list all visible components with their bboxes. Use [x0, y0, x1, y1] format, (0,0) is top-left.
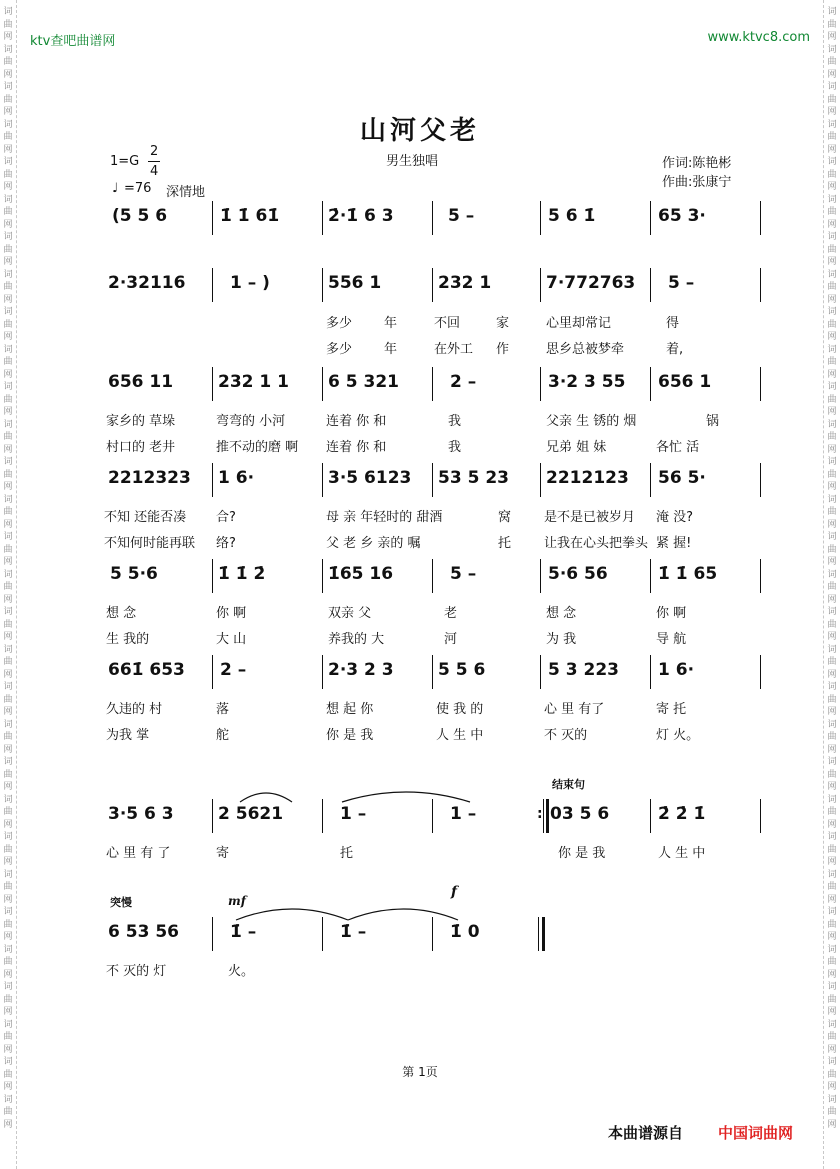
measure-notes: 7·772763: [546, 273, 636, 293]
page-number: 第 1页: [402, 1065, 438, 1079]
bar-line: [212, 201, 213, 235]
measure-notes: 1 6·: [218, 468, 255, 488]
time-signature-top: 2: [150, 144, 159, 159]
measure-notes: 1̇ –: [230, 922, 257, 942]
measure-notes: 5 –: [668, 273, 695, 293]
lyric: 托: [498, 536, 512, 551]
key-signature: 1=G: [110, 154, 140, 169]
measure-notes: 232 1: [438, 273, 492, 293]
lyric: 母 亲 年轻时的 甜酒: [326, 510, 443, 525]
measure-notes: 3·2 3 55: [548, 372, 626, 392]
final-bar-thick: [542, 917, 545, 951]
bar-line: [650, 268, 651, 302]
lyric: 作: [496, 342, 510, 357]
site-url-right[interactable]: www.ktvc8.com: [707, 30, 810, 45]
lyric: 想 念: [106, 606, 137, 621]
measure-notes: 5·6 56: [548, 564, 608, 584]
measure-notes: 1̇ 0: [450, 922, 480, 942]
lyric: 家乡的 草垛: [106, 414, 176, 429]
lyric: 思乡总被梦牵: [546, 342, 625, 357]
measure-notes: 1̇ 1̇ 61̇: [220, 206, 280, 226]
tie-arc: [232, 898, 462, 924]
lyric: 是不是已被岁月: [544, 510, 636, 525]
bar-line: [650, 201, 651, 235]
lyric: 让我在心头把拳头: [544, 536, 649, 551]
bar-line: [760, 201, 761, 235]
bar-line: [432, 559, 433, 593]
bar-line: [322, 463, 323, 497]
bar-line: [760, 799, 761, 833]
lyric: 导 航: [656, 632, 687, 647]
bar-line: [432, 799, 433, 833]
source-label: 本曲谱源自: [608, 1124, 684, 1142]
lyric: 年: [384, 342, 398, 357]
lyric: 你 啊: [216, 606, 247, 621]
lyric: 得: [666, 316, 680, 331]
measure-notes: 2̇ 2̇ 1̇: [658, 804, 706, 824]
bar-line: [322, 268, 323, 302]
measure-notes: 1 – ): [230, 273, 270, 293]
lyric: 灯 火。: [656, 728, 700, 743]
bar-line: [432, 268, 433, 302]
lyric: 双亲 父: [328, 606, 372, 621]
measure-notes: 3·5 6 3: [108, 804, 174, 824]
bar-line: [760, 655, 761, 689]
lyric: 锅: [706, 414, 720, 429]
lyricist: 作词:陈艳彬: [662, 156, 732, 171]
lyric: 你 啊: [656, 606, 687, 621]
measure-notes: 2 –: [450, 372, 477, 392]
lyric: 我: [448, 440, 462, 455]
time-signature-divider: [148, 161, 160, 162]
measure-notes: 1̇65 16: [328, 564, 394, 584]
bar-line: [760, 367, 761, 401]
lyric: 想 念: [546, 606, 577, 621]
measure-notes: 2212123: [546, 468, 629, 488]
lyric: 家: [496, 316, 510, 331]
repeat-bar-thick: [546, 799, 549, 833]
measure-notes: 5 6 1̇: [548, 206, 596, 226]
lyric: 兄弟 姐 妹: [546, 440, 607, 455]
lyric: 村口的 老井: [106, 440, 176, 455]
measure-notes: 556 1: [328, 273, 382, 293]
lyric: 人 生 中: [658, 846, 706, 861]
ending-phrase-marker: 结束句: [552, 778, 585, 791]
lyric: 着,: [666, 342, 684, 357]
quarter-note-icon: ♩: [112, 181, 119, 196]
bar-line: [432, 463, 433, 497]
lyric: 在外工: [434, 342, 474, 357]
bar-line: [540, 201, 541, 235]
bar-line: [212, 367, 213, 401]
lyric: 河: [444, 632, 458, 647]
bar-line: [322, 559, 323, 593]
left-watermark-strip: [0, 0, 17, 1169]
measure-notes: 656 11: [108, 372, 174, 392]
final-bar-thin: [538, 917, 539, 951]
slowdown-marker: 突慢: [110, 896, 132, 909]
measure-notes: 2̇·1̇ 6 3: [328, 206, 394, 226]
bar-line: [432, 917, 433, 951]
dynamic-f: f: [451, 884, 458, 900]
measure-notes: 5 5 6: [438, 660, 486, 680]
lyric: 不 灭的: [544, 728, 588, 743]
tempo-mood: 深情地: [166, 185, 206, 200]
time-signature-bottom: 4: [150, 164, 159, 179]
bar-line: [760, 463, 761, 497]
right-watermark-text: 词曲网词曲网词曲网词曲网词曲网词曲网词曲网词曲网词曲网词曲网词曲网词曲网词曲网词曲网词曲网词曲网词曲网词曲网词曲网词曲网词曲网词曲网词曲网词曲网词曲网词曲网词曲网词曲网词曲网词曲网: [827, 7, 837, 1130]
lyric: 心里却常记: [546, 316, 612, 331]
measure-notes: 232 1 1: [218, 372, 289, 392]
lyric: 不回: [434, 316, 461, 331]
lyric: 寄 托: [656, 702, 687, 717]
bar-line: [212, 268, 213, 302]
lyric: 生 我的: [106, 632, 150, 647]
lyric: 落: [216, 702, 230, 717]
lyric: 舵: [216, 728, 230, 743]
repeat-bar-thin: [543, 799, 544, 833]
bar-line: [540, 268, 541, 302]
lyric: 窝: [498, 510, 512, 525]
bar-line: [212, 463, 213, 497]
lyric: 多少: [326, 316, 353, 331]
lyric: 久违的 村: [106, 702, 163, 717]
measure-notes: 2·3 2 3: [328, 660, 394, 680]
lyric: 合?: [216, 510, 236, 525]
lyric: 使 我 的: [436, 702, 484, 717]
measure-notes: 53 5 23: [438, 468, 509, 488]
measure-notes: 2 5621: [218, 804, 284, 824]
measure-notes: 1̇ –: [340, 922, 367, 942]
measure-notes: 6 53 56: [108, 922, 179, 942]
bar-line: [322, 799, 323, 833]
lyric: 不知何时能再联: [104, 536, 196, 551]
lyric: 父 老 乡 亲的 嘱: [326, 536, 421, 551]
bar-line: [322, 655, 323, 689]
lyric: 人 生 中: [436, 728, 484, 743]
lyric: 寄: [216, 846, 230, 861]
lyric: 火。: [228, 964, 255, 979]
bar-line: [212, 655, 213, 689]
lyric: 各忙 活: [656, 440, 700, 455]
lyric: 心 里 有了: [544, 702, 605, 717]
lyric: 心 里 有 了: [106, 846, 171, 861]
lyric: 我: [448, 414, 462, 429]
lyric: 弯弯的 小河: [216, 414, 286, 429]
bar-line: [650, 799, 651, 833]
bar-line: [212, 799, 213, 833]
repeat-dots: :: [537, 806, 543, 822]
lyric: 紧 握!: [656, 536, 692, 551]
measure-notes: 2 –: [220, 660, 247, 680]
lyric: 你 是 我: [558, 846, 606, 861]
measure-notes: 1 6·: [658, 660, 695, 680]
bar-line: [322, 917, 323, 951]
measure-notes: 03 5 6: [550, 804, 610, 824]
bar-line: [650, 655, 651, 689]
bar-line: [760, 268, 761, 302]
lyric: 连着 你 和: [326, 440, 387, 455]
slur-arc: [236, 784, 296, 806]
left-watermark-text: 词曲网词曲网词曲网词曲网词曲网词曲网词曲网词曲网词曲网词曲网词曲网词曲网词曲网词曲网词曲网词曲网词曲网词曲网词曲网词曲网词曲网词曲网词曲网词曲网词曲网词曲网词曲网词曲网词曲网词曲网: [3, 7, 13, 1130]
measure-notes: 1̇ 1̇ 65: [658, 564, 718, 584]
measure-notes: 6 5 321: [328, 372, 399, 392]
lyric: 父亲 生 锈的 烟: [546, 414, 637, 429]
lyric: 大 山: [216, 632, 247, 647]
lyric: 淹 没?: [656, 510, 694, 525]
measure-notes: 1 –: [450, 804, 477, 824]
dynamic-mf: mf: [228, 894, 246, 908]
song-title: 山河父老: [359, 116, 480, 146]
lyric: 连着 你 和: [326, 414, 387, 429]
measure-notes: 661̇ 653: [108, 660, 185, 680]
bar-line: [650, 463, 651, 497]
bar-line: [322, 367, 323, 401]
measure-notes: 3·5 6123: [328, 468, 412, 488]
source-site-link[interactable]: 中国词曲网: [718, 1124, 794, 1142]
bar-line: [650, 367, 651, 401]
bar-line: [212, 559, 213, 593]
lyric: 络?: [216, 536, 236, 551]
lyric: 不 灭的 灯: [106, 964, 167, 979]
bar-line: [540, 559, 541, 593]
bar-line: [540, 655, 541, 689]
measure-notes: 656 1: [658, 372, 712, 392]
tempo-value: =76: [124, 181, 152, 196]
lyric: 多少: [326, 342, 353, 357]
bar-line: [322, 201, 323, 235]
measure-notes: 5 –: [448, 206, 475, 226]
measure-notes: 56 5·: [658, 468, 706, 488]
lyric: 你 是 我: [326, 728, 374, 743]
lyric: 为我 掌: [106, 728, 150, 743]
lyric: 推不动的磨 啊: [216, 440, 299, 455]
bar-line: [212, 917, 213, 951]
lyric: 不知 还能否凑: [104, 510, 187, 525]
site-name-left[interactable]: ktv查吧曲谱网: [30, 34, 116, 49]
performer: 男生独唱: [386, 154, 439, 169]
bar-line: [432, 655, 433, 689]
lyric: 为 我: [546, 632, 577, 647]
bar-line: [432, 367, 433, 401]
lyric: 老: [444, 606, 458, 621]
lyric: 想 起 你: [326, 702, 374, 717]
measure-notes: 2·32116: [108, 273, 186, 293]
measure-notes: 5 5·6: [110, 564, 158, 584]
composer: 作曲:张康宁: [662, 175, 732, 190]
measure-notes: 2212323: [108, 468, 191, 488]
tie-arc: [336, 782, 476, 806]
measure-notes: 1̇ 1̇ 2̇: [218, 564, 266, 584]
bar-line: [432, 201, 433, 235]
bar-line: [760, 559, 761, 593]
measure-notes: 65 3·: [658, 206, 706, 226]
bar-line: [540, 367, 541, 401]
lyric: 年: [384, 316, 398, 331]
right-watermark-strip: [823, 0, 840, 1169]
measure-notes: 5 3 223: [548, 660, 619, 680]
bar-line: [540, 463, 541, 497]
lyric: 养我的 大: [328, 632, 385, 647]
bar-line: [650, 559, 651, 593]
measure-notes: 5 –: [450, 564, 477, 584]
measure-notes: (5 5 6: [112, 206, 168, 226]
lyric: 托: [340, 846, 354, 861]
measure-notes: 1 –: [340, 804, 367, 824]
